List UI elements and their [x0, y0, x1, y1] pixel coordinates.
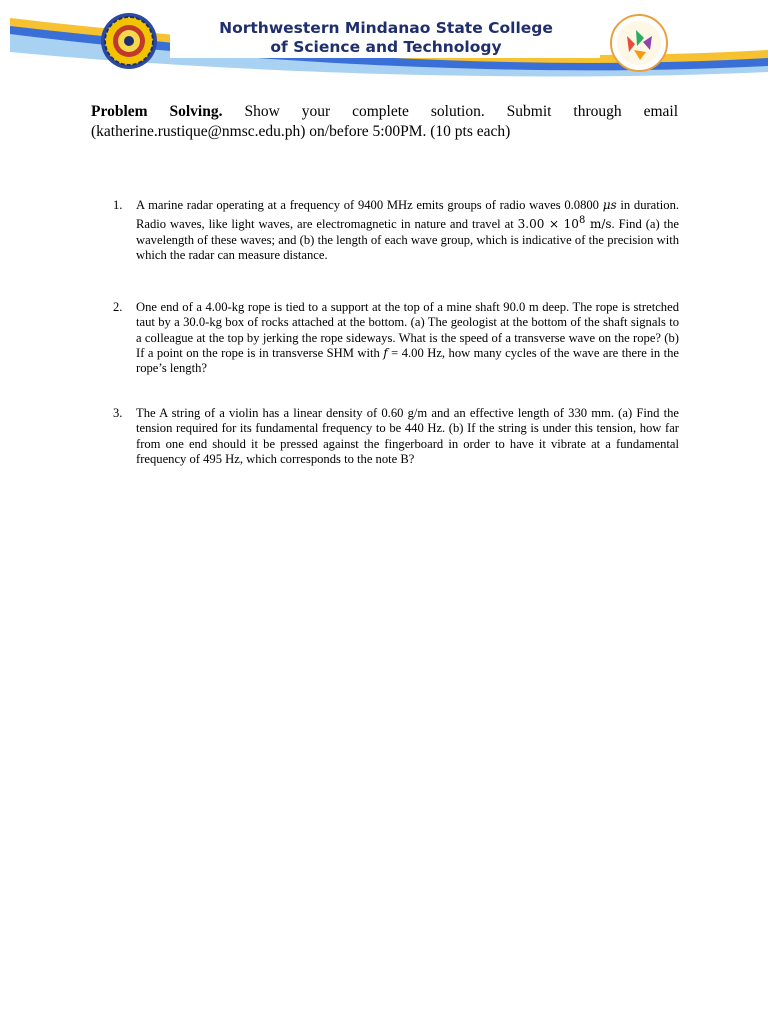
instructions-lead: Problem Solving.: [91, 103, 223, 120]
problem-list: [110, 198, 680, 466]
anniversary-logo-icon: [610, 14, 668, 72]
college-seal-icon: [100, 12, 158, 70]
speed-value: $3.00 \times 10^8$ m/s: [517, 215, 612, 232]
problem-number: 2.: [113, 300, 123, 314]
problem-item: [110, 198, 679, 263]
college-name: [176, 19, 596, 57]
letterhead: [0, 0, 768, 80]
college-name-line2: of Science and Technology: [270, 38, 502, 56]
problem-number: 3.: [113, 406, 123, 420]
unit-microsecond: μs: [602, 198, 617, 212]
problem-item: [110, 300, 679, 376]
college-name-line1: Northwestern Mindanao State College: [219, 19, 553, 37]
problem-number: 1.: [113, 198, 123, 212]
problem-item: [110, 406, 679, 467]
instructions-line1-rest: Show your complete solution. Submit through email: [244, 103, 679, 120]
frequency-symbol: f: [383, 345, 388, 360]
problem-text: One end of a 4.00-kg rope is tied to a support at the top of a mine shaft 90.0 m deep. The rope is stretched taut by a 30.0-kg box of rocks attached at the bottom. (a) The geologist at the bottom of the shaft signals to a colleague at the top by jerking the rope sideways. What is the speed of a transverse wave on the rope? (b) If a point on the rope is in transverse SHM with: [136, 300, 679, 360]
instructions-line1: [91, 102, 678, 122]
speed-unit: m/s: [589, 217, 612, 232]
instructions-line2: (katherine.rustique@nmsc.edu.ph) on/before 5:00PM. (10 pts each): [91, 123, 511, 140]
problem-text: The A string of a violin has a linear density of 0.60 g/m and an effective length of 330 mm. (a) Find the tension required for its fundamental frequency to be 440 Hz. (b) If the string is under this tension, how far from one end should it be pressed against the fingerboard in order to have it vibrate at a fundamental frequency of 495 Hz, which corresponds to the note B?: [136, 406, 679, 466]
speed-exponent: 8: [578, 215, 586, 227]
problem-text: in duration. Radio waves, like light waves, are electromagnetic in nature and travel at: [136, 198, 680, 232]
instructions: [91, 102, 678, 142]
problem-text: . Find (a) the wavelength of these waves; and (b) the length of each wave group, which is indicative of the precision with which the radar can measure distance.: [136, 217, 679, 262]
problem-text: = 4.00 Hz, how many cycles of the wave are there in the rope’s length?: [136, 345, 679, 376]
problem-text: A marine radar operating at a frequency of 9400 MHz emits groups of radio waves 0.0800: [136, 198, 599, 212]
